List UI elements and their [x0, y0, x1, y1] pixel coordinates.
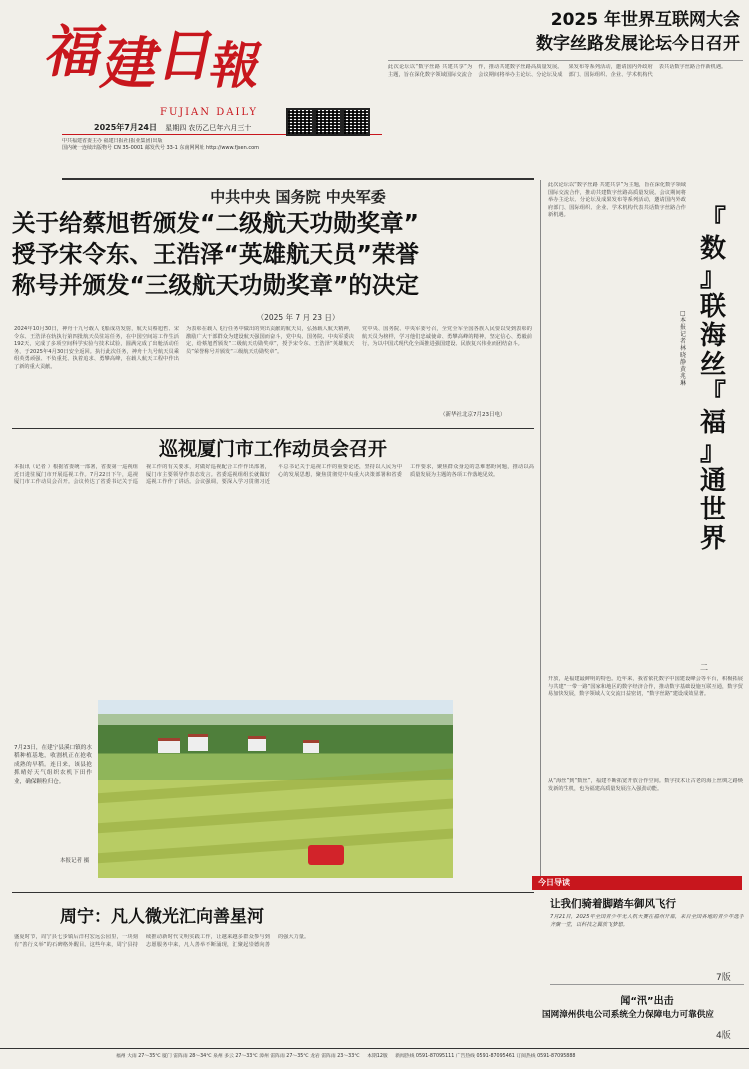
- guide-item2-page[interactable]: 4版: [716, 1031, 731, 1041]
- masthead-char-1: 福: [40, 19, 111, 85]
- patrol-title[interactable]: 巡视厦门市工作动员会召开: [158, 438, 387, 460]
- vertical-byline: □本报记者 林晓静 黄兆琳: [680, 310, 687, 387]
- harvester-icon: [308, 845, 344, 865]
- village-house: [188, 734, 208, 751]
- top-news-body: 此次论坛以“数字丝路 共建共享”为主题，旨在深化数字领域国际交流合作，推动共建数字丝路高质量发展。会议期间将举办主论坛、分论坛及成果发布等系列活动，邀请国内外政府部门、国际组织、企业、学术机构代表共话数字丝路合作新机遇。: [388, 64, 727, 78]
- section-marker: 二: [700, 663, 708, 672]
- lead-body-left: 2024年10月30日，神舟十九号载人飞船成功发射，航天员蔡旭哲、宋令东、王浩泽在轨执行第四批航天员驻站任务，在中国空间站工作生活192天，完成了多项空间科学实验与技术试验，圆满完成了出舱活动任务，于2025年4月30日安全返回。执行此次任务，神舟十九号航天员乘组英勇顽强、不负重托、执着追求、勇攀高峰，在载人航天工程中作出了新的重大贡献。: [14, 326, 179, 370]
- vertical-title-5: 海: [699, 321, 726, 351]
- right-column-body: 此次论坛以“数字丝路 共建共享”为主题，旨在深化数字领域国际交流合作，推动共建数字丝路高质量发展。会议期间将举办主论坛、分论坛及成果发布等系列活动，邀请国内外政府部门、国际组织、企业、学术机构代表共话数字丝路合作新机遇。: [548, 182, 686, 219]
- vertical-title-10: 通: [699, 466, 726, 496]
- lead-title-line3[interactable]: 称号并颁发“三级航天功勋奖章”的决定: [12, 271, 419, 299]
- lead-title-line2[interactable]: 授予宋令东、王浩泽“英雄航天员”荣誉: [12, 240, 419, 268]
- footer-weather: 福州 大雨 27～35℃ 厦门 雷阵雨 28～34℃ 泉州 多云 27～33℃ 漳州 雷阵雨 27～35℃ 龙岩 雷阵雨 23～33℃: [116, 1054, 360, 1059]
- village-house: [158, 738, 180, 753]
- qr-code-icon-3[interactable]: [342, 108, 370, 136]
- publisher-line: 中共福建省委主办 福建日报社(报业集团)出版: [62, 138, 163, 144]
- guide-item1-title[interactable]: 让我们骑着脚踏车御风飞行: [550, 898, 676, 910]
- top-news-title-line1[interactable]: 2025 年世界互联网大会: [550, 10, 740, 30]
- website-line: 东南网网址 http://www.fjsen.com: [179, 145, 260, 151]
- masthead-char-4: 報: [204, 36, 268, 95]
- vertical-title-6: 丝: [699, 350, 726, 380]
- today-guide-label: 今日导读: [538, 878, 570, 887]
- photo-credit: 本报记者 摄: [60, 858, 90, 864]
- guide-item1-body: 7月21日，2025年全国青少年无人机大赛在福州开幕，来自全国各地的青少年选手齐聚一堂，以科技之翼放飞梦想。: [550, 914, 744, 928]
- masthead-logo: [40, 6, 268, 106]
- qr-code-icon-2[interactable]: [314, 108, 342, 136]
- ningde-body: 盛夏时节，周宁县七步镇后洋村宏远公园里，一块刻有“善行义举”的石碑格外醒目。这些年来，周宁县持续推动新时代文明实践工作，让越来越多群众参与到志愿服务中来，凡人善举不断涌现，汇聚起崇德向善的强大力量。: [14, 934, 310, 948]
- vertical-title-9: 』: [699, 437, 726, 467]
- lead-body-right: 党中央、国务院、中央军委号召，全党全军全国各族人民要以受到表彰的航天员为榜样，学习他们忠诚使命、勇攀高峰的精神，坚定信心、勇毅前行，为以中国式现代化全面推进强国建设、民族复兴伟业而团结奋斗。: [362, 326, 532, 348]
- lead-body-mid: 为表彰在载人飞行任务中做出的突出贡献的航天员，弘扬载人航天精神，激励广大干部群众为建设航天强国而奋斗，党中央、国务院、中央军委决定，给蔡旭哲颁发“二级航天功勋奖章”，授予宋令东、王浩泽“英雄航天员”荣誉称号并颁发“三级航天功勋奖章”。: [186, 326, 354, 355]
- footer-contact: 新闻热线 0591-87095111 广告热线 0591-87095461 订阅热线 0591-87095888: [395, 1054, 576, 1059]
- lead-title-line1[interactable]: 关于给蔡旭哲颁发“二级航天功勋奖章”: [12, 209, 419, 237]
- masthead-char-2: 建: [96, 31, 167, 97]
- village-house: [303, 740, 319, 753]
- footer-pages: 本期12版: [367, 1054, 388, 1059]
- masthead-char-3: 日: [152, 23, 223, 89]
- issue-weekday: 星期四 农历乙巳年六月三十: [165, 124, 252, 132]
- vertical-title-11: 世: [699, 495, 726, 525]
- vertical-title-1: 『: [699, 205, 726, 235]
- right-column-body-2: 开放，是福建最鲜明的特色。近年来，我省依托数字中国建设峰会等平台，积极拓展与共建“一带一路”国家和地区的数字经济合作，推动数字基础设施互联互通，数字贸易加快发展，数字领域人文交流日益密切，“数字丝路”建设成效显著。: [548, 676, 743, 698]
- vertical-title-2: 数: [699, 234, 726, 264]
- right-column-body-3: 从“海丝”到“数丝”，福建不断拓宽开放合作空间。数字技术让古老的海上丝绸之路焕发新的生机，也为福建高质量发展注入强劲动能。: [548, 778, 743, 792]
- patrol-body: 本报讯（记者 ）根据省委统一部署，省委第一巡视组近日进驻厦门市开展巡视工作。7月22日下午，巡视厦门市工作动员会召开。会议传达了省委书记关于巡视工作的有关要求，对做好巡视配合工作作出部署，厦门市主要领导作表态发言。省委巡视组组长就做好巡视工作作了讲话。会议强调，要深入学习贯彻习近平总书记关于巡视工作的重要论述，坚持以人民为中心的发展思想，聚焦贯彻党中央重大决策部署和省委工作要求，聚焦群众身边的急难愁盼问题，推动以高质量发展为主题的各项工作落地见效。: [14, 464, 534, 486]
- lead-date: （2025 年 7 月 23 日）: [256, 313, 340, 322]
- vertical-title-4: 联: [699, 292, 726, 322]
- qr-code-icon[interactable]: [286, 108, 314, 136]
- vertical-title-7: 『: [699, 379, 726, 409]
- cn-code: 国内统一连续出版物号 CN 35-0001 邮发代号 33-1: [62, 145, 178, 151]
- village-house: [248, 736, 266, 751]
- masthead-english: FUJIAN DAILY: [160, 107, 258, 118]
- ningde-title[interactable]: 周宁：凡人微光汇向善星河: [60, 907, 264, 927]
- guide-item2-kicker: 闻“汛”出击: [620, 996, 674, 1007]
- rice-harvest-photo[interactable]: [98, 700, 453, 878]
- guide-item2-title[interactable]: 国网漳州供电公司系统全力保障电力可靠供应: [542, 1010, 714, 1020]
- photo-caption: 7月23日，在建宁县溪口镇的水稻种植基地，收割机正在抢收成熟的早稻。连日来，该县抢抓晴好天气组织农机下田作业，确保颗粒归仓。: [14, 745, 92, 785]
- lead-source: （新华社北京7月23日电）: [440, 412, 506, 418]
- vertical-title-8: 福: [699, 408, 726, 438]
- lead-kicker: 中共中央 国务院 中央军委: [210, 188, 386, 206]
- top-news-title-line2[interactable]: 数字丝路发展论坛今日召开: [536, 34, 740, 54]
- vertical-title-12: 界: [699, 524, 726, 554]
- issue-date: 2025年7月24日: [94, 123, 157, 132]
- vertical-title-3: 』: [699, 263, 726, 293]
- today-guide-banner: [532, 876, 742, 890]
- guide-item1-page[interactable]: 7版: [716, 973, 731, 983]
